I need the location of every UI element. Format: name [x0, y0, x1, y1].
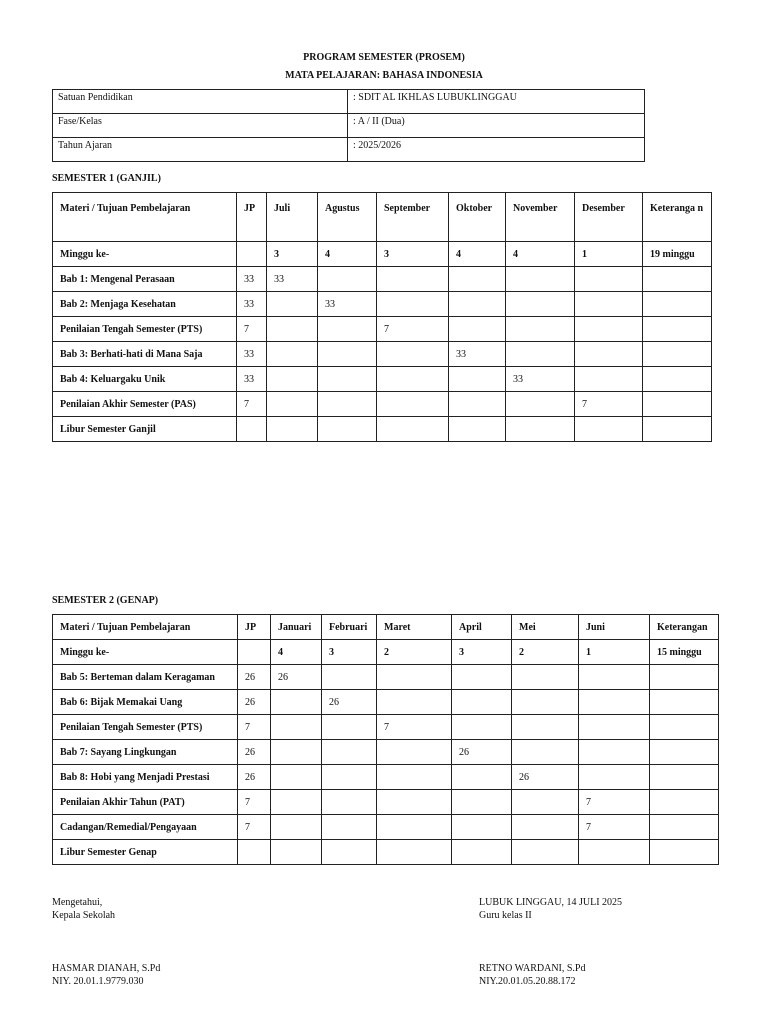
table-cell — [512, 840, 579, 865]
column-header: April — [452, 615, 512, 640]
table-cell — [377, 690, 452, 715]
table-cell: 7 — [237, 392, 267, 417]
column-header: Materi / Tujuan Pembelajaran — [53, 615, 238, 640]
column-header: Desember — [575, 193, 643, 242]
table-row — [53, 665, 719, 690]
table-cell — [452, 765, 512, 790]
info-value: : SDIT AL IKHLAS LUBUKLINGGAU — [348, 90, 645, 114]
row-label: Libur Semester Ganjil — [53, 417, 237, 442]
table-row — [53, 267, 712, 292]
column-header: Maret — [377, 615, 452, 640]
semester2-table — [52, 614, 719, 865]
table-cell: 7 — [377, 317, 449, 342]
table-cell: 7 — [575, 392, 643, 417]
table-cell — [322, 815, 377, 840]
table-cell — [322, 790, 377, 815]
table-cell — [318, 342, 377, 367]
table-cell — [579, 840, 650, 865]
table-cell — [643, 267, 712, 292]
table-cell: 26 — [512, 765, 579, 790]
table-cell: 7 — [238, 790, 271, 815]
table-cell — [650, 715, 719, 740]
table-cell — [322, 740, 377, 765]
table-row — [53, 417, 712, 442]
signature-left-id: NIY. 20.01.1.9779.030 — [52, 976, 144, 987]
table-cell — [452, 840, 512, 865]
table-cell — [322, 840, 377, 865]
table-cell: 33 — [237, 367, 267, 392]
table-cell — [575, 267, 643, 292]
table-cell: 3 — [267, 242, 318, 267]
table-cell — [271, 840, 322, 865]
signature-right-line2: Guru kelas II — [479, 910, 532, 921]
table-cell — [271, 815, 322, 840]
signature-left-name: HASMAR DIANAH, S.Pd — [52, 963, 161, 974]
table-cell — [579, 740, 650, 765]
table-cell — [506, 417, 575, 442]
table-cell — [377, 815, 452, 840]
table-cell — [267, 317, 318, 342]
column-header: Agustus — [318, 193, 377, 242]
row-label: Bab 7: Sayang Lingkungan — [53, 740, 238, 765]
document-title: PROGRAM SEMESTER (PROSEM) — [303, 52, 465, 63]
table-cell — [512, 740, 579, 765]
row-label: Bab 1: Mengenal Perasaan — [53, 267, 237, 292]
signature-right-id: NIY.20.01.05.20.88.172 — [479, 976, 576, 987]
info-value: : 2025/2026 — [348, 138, 645, 162]
table-cell — [643, 317, 712, 342]
table-cell — [506, 392, 575, 417]
table-cell — [377, 740, 452, 765]
table-row — [53, 840, 719, 865]
table-cell — [650, 815, 719, 840]
table-cell: 26 — [238, 690, 271, 715]
column-header: Mei — [512, 615, 579, 640]
weeks-row — [53, 640, 719, 665]
table-cell — [449, 292, 506, 317]
column-header: Juli — [267, 193, 318, 242]
table-cell: 4 — [318, 242, 377, 267]
table-row — [53, 765, 719, 790]
table-cell — [650, 790, 719, 815]
table-cell — [579, 715, 650, 740]
table-cell: 33 — [449, 342, 506, 367]
table-cell — [318, 367, 377, 392]
info-value: : A / II (Dua) — [348, 114, 645, 138]
info-table — [52, 89, 645, 162]
table-cell — [238, 840, 271, 865]
table-cell — [650, 840, 719, 865]
table-cell — [318, 267, 377, 292]
table-cell: 2 — [377, 640, 452, 665]
column-header: Januari — [271, 615, 322, 640]
table-cell — [267, 292, 318, 317]
table-cell — [271, 765, 322, 790]
table-cell: 1 — [579, 640, 650, 665]
table-cell: 7 — [377, 715, 452, 740]
table-cell — [237, 242, 267, 267]
table-cell — [512, 715, 579, 740]
table-cell — [643, 292, 712, 317]
table-cell: 33 — [506, 367, 575, 392]
info-label: Tahun Ajaran — [53, 138, 348, 162]
table-cell — [318, 417, 377, 442]
table-cell: 33 — [318, 292, 377, 317]
table-cell: 33 — [237, 267, 267, 292]
table-cell — [271, 740, 322, 765]
table-cell — [377, 342, 449, 367]
row-label: Bab 3: Berhati-hati di Mana Saja — [53, 342, 237, 367]
row-label: Minggu ke- — [53, 640, 238, 665]
table-cell — [271, 790, 322, 815]
signature-left-line2: Kepala Sekolah — [52, 910, 116, 921]
table-cell: 33 — [267, 267, 318, 292]
table-cell — [643, 392, 712, 417]
table-cell — [449, 317, 506, 342]
table-cell: 4 — [506, 242, 575, 267]
column-header: JP — [238, 615, 271, 640]
table-cell — [650, 740, 719, 765]
table-cell — [579, 665, 650, 690]
signature-left — [52, 896, 115, 922]
table-cell — [643, 417, 712, 442]
row-label: Minggu ke- — [53, 242, 237, 267]
semester2-heading: SEMESTER 2 (GENAP) — [52, 595, 159, 606]
table-cell — [650, 665, 719, 690]
table-cell — [377, 840, 452, 865]
row-label: Bab 6: Bijak Memakai Uang — [53, 690, 238, 715]
table-row — [53, 715, 719, 740]
table-cell — [575, 417, 643, 442]
table-cell — [452, 665, 512, 690]
table-cell — [377, 292, 449, 317]
table-cell: 4 — [271, 640, 322, 665]
header-row — [53, 615, 719, 640]
table-cell: 7 — [238, 715, 271, 740]
table-cell — [377, 392, 449, 417]
table-cell — [452, 690, 512, 715]
table-cell — [506, 342, 575, 367]
signature-right-name: RETNO WARDANI, S.Pd — [479, 963, 586, 974]
row-label: Bab 5: Berteman dalam Keragaman — [53, 665, 238, 690]
signature-left-line1: Mengetahui, — [52, 897, 103, 908]
column-header: Keteranga n — [643, 193, 712, 242]
table-cell — [322, 765, 377, 790]
row-label: Bab 8: Hobi yang Menjadi Prestasi — [53, 765, 238, 790]
info-label: Fase/Kelas — [53, 114, 348, 138]
table-row — [53, 392, 712, 417]
column-header: Februari — [322, 615, 377, 640]
table-cell — [318, 392, 377, 417]
table-cell — [449, 367, 506, 392]
table-cell — [575, 367, 643, 392]
row-label: Penilaian Tengah Semester (PTS) — [53, 317, 237, 342]
semester2-body — [53, 615, 719, 865]
table-cell: 7 — [238, 815, 271, 840]
table-cell — [377, 417, 449, 442]
info-label: Satuan Pendidikan — [53, 90, 348, 114]
table-cell — [579, 765, 650, 790]
table-cell: 33 — [237, 292, 267, 317]
signature-right — [479, 896, 622, 922]
table-cell — [512, 665, 579, 690]
table-row — [53, 317, 712, 342]
row-label: Penilaian Tengah Semester (PTS) — [53, 715, 238, 740]
row-label: Bab 4: Keluargaku Unik — [53, 367, 237, 392]
table-cell — [449, 417, 506, 442]
table-cell — [237, 417, 267, 442]
table-cell — [643, 367, 712, 392]
table-cell — [449, 267, 506, 292]
table-cell: 3 — [452, 640, 512, 665]
table-cell — [449, 392, 506, 417]
table-cell: 7 — [237, 317, 267, 342]
table-cell: 19 minggu — [643, 242, 712, 267]
table-cell — [322, 715, 377, 740]
semester1-table — [52, 192, 712, 442]
table-cell — [322, 665, 377, 690]
table-cell: 26 — [322, 690, 377, 715]
info-row — [53, 138, 645, 162]
table-row — [53, 740, 719, 765]
table-cell — [377, 267, 449, 292]
table-cell — [238, 640, 271, 665]
document-subtitle: MATA PELAJARAN: BAHASA INDONESIA — [285, 70, 483, 81]
table-cell — [377, 790, 452, 815]
table-cell — [271, 715, 322, 740]
table-cell: 1 — [575, 242, 643, 267]
info-row — [53, 90, 645, 114]
row-label: Cadangan/Remedial/Pengayaan — [53, 815, 238, 840]
table-cell — [506, 317, 575, 342]
row-label: Libur Semester Genap — [53, 840, 238, 865]
info-row — [53, 114, 645, 138]
table-cell — [318, 317, 377, 342]
table-cell: 3 — [322, 640, 377, 665]
table-cell — [377, 665, 452, 690]
column-header: Materi / Tujuan Pembelajaran — [53, 193, 237, 242]
table-cell — [512, 690, 579, 715]
table-row — [53, 690, 719, 715]
table-cell: 26 — [238, 765, 271, 790]
header-row — [53, 193, 712, 242]
column-header: November — [506, 193, 575, 242]
signature-left-block — [52, 962, 160, 988]
table-cell: 2 — [512, 640, 579, 665]
table-cell — [650, 765, 719, 790]
table-row — [53, 815, 719, 840]
table-cell: 3 — [377, 242, 449, 267]
table-cell — [579, 690, 650, 715]
column-header: September — [377, 193, 449, 242]
table-row — [53, 790, 719, 815]
row-label: Penilaian Akhir Semester (PAS) — [53, 392, 237, 417]
table-cell — [267, 367, 318, 392]
weeks-row — [53, 242, 712, 267]
table-cell — [377, 367, 449, 392]
table-cell: 7 — [579, 790, 650, 815]
table-cell — [267, 342, 318, 367]
table-row — [53, 292, 712, 317]
table-cell — [506, 267, 575, 292]
table-row — [53, 342, 712, 367]
table-cell — [575, 342, 643, 367]
table-row — [53, 367, 712, 392]
semester1-body — [53, 193, 712, 442]
table-cell — [506, 292, 575, 317]
table-cell — [267, 417, 318, 442]
table-cell — [650, 690, 719, 715]
table-cell: 26 — [238, 740, 271, 765]
table-cell: 26 — [271, 665, 322, 690]
row-label: Bab 2: Menjaga Kesehatan — [53, 292, 237, 317]
column-header: Oktober — [449, 193, 506, 242]
row-label: Penilaian Akhir Tahun (PAT) — [53, 790, 238, 815]
table-cell — [271, 690, 322, 715]
column-header: Juni — [579, 615, 650, 640]
table-cell — [452, 715, 512, 740]
table-cell — [267, 392, 318, 417]
table-cell: 4 — [449, 242, 506, 267]
column-header: Keterangan — [650, 615, 719, 640]
table-cell: 26 — [452, 740, 512, 765]
column-header: JP — [237, 193, 267, 242]
table-cell — [452, 815, 512, 840]
table-cell: 15 minggu — [650, 640, 719, 665]
table-cell — [377, 765, 452, 790]
table-cell: 7 — [579, 815, 650, 840]
table-cell — [452, 790, 512, 815]
signature-right-line1: LUBUK LINGGAU, 14 JULI 2025 — [479, 897, 623, 908]
signature-right-block — [479, 962, 586, 988]
table-cell — [512, 790, 579, 815]
table-cell — [643, 342, 712, 367]
semester1-heading: SEMESTER 1 (GANJIL) — [52, 173, 161, 184]
table-cell: 33 — [237, 342, 267, 367]
table-cell — [575, 317, 643, 342]
table-cell — [575, 292, 643, 317]
table-cell — [512, 815, 579, 840]
table-cell: 26 — [238, 665, 271, 690]
